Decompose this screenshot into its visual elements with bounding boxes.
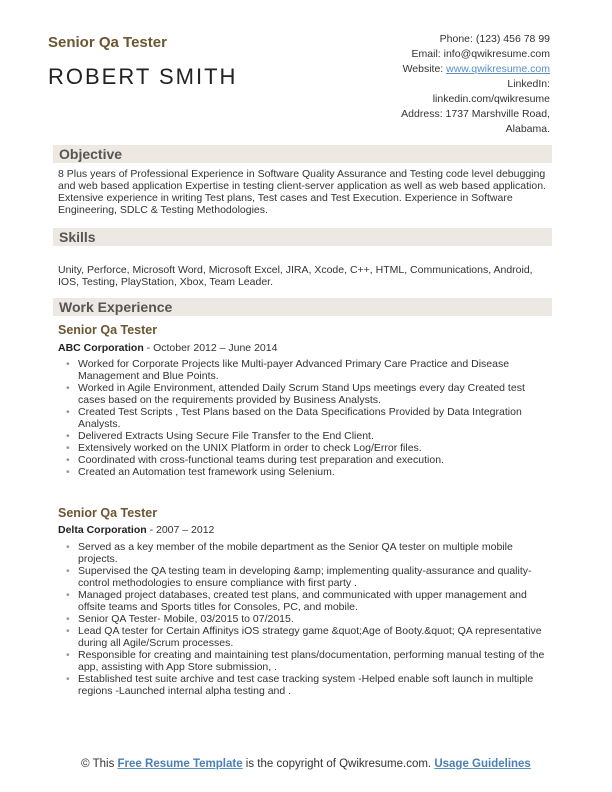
skills-heading-label: Skills: [59, 229, 96, 245]
contact-linkedin: linkedin.com/qwikresume: [432, 93, 550, 105]
job-dates: - October 2012 – June 2014: [143, 342, 278, 354]
bullet-item: • Worked for Corporate Projects like Multi-payer Advanced Primary Care Practice and Disease Management and Blue Points.: [78, 358, 554, 382]
skills-heading: [53, 228, 552, 246]
work-heading-label: Work Experience: [59, 299, 173, 315]
job-bullets: [78, 541, 554, 697]
footer-middle: is the copyright of Qwikresume.com.: [242, 758, 435, 770]
job-title: Senior Qa Tester: [58, 506, 158, 520]
objective-heading-label: Objective: [59, 146, 123, 162]
contact-email: Email: info@qwikresume.com: [411, 48, 550, 60]
bullet-item: • Worked in Agile Environment, attended Daily Scrum Stand Ups meetings every day Created test cases based on the requirements provided by Business Analysts.: [78, 382, 554, 406]
usage-guidelines-link[interactable]: [434, 758, 531, 770]
contact-address-2: Alabama.: [505, 123, 550, 135]
job-bullets: [78, 358, 554, 478]
contact-website: [310, 62, 550, 77]
bullet-item: • Extensively worked on the UNIX Platform in order to check Log/Error files.: [78, 442, 554, 454]
free-resume-template-link[interactable]: [118, 758, 243, 770]
company-name: Delta Corporation: [58, 524, 147, 536]
free-resume-template-link-text: Free Resume Template: [117, 758, 243, 770]
objective-heading: [53, 145, 552, 163]
header-job-title: Senior Qa Tester: [48, 34, 167, 51]
job-company-line: [58, 524, 214, 536]
bullet-item: • Responsible for creating and maintaining test plans/documentation, performing manual testing of the app, assisting with App Store submission, .: [78, 649, 554, 673]
contact-phone: Phone: (123) 456 78 99: [439, 33, 550, 45]
job-title: Senior Qa Tester: [58, 323, 158, 337]
bullet-item: • Supervised the QA testing team in developing &amp; implementing quality-assurance and quality-control methodologies to ensure compliance with first party .: [78, 565, 554, 589]
contact-block: [310, 32, 550, 137]
job-dates: - 2007 – 2012: [146, 524, 215, 536]
resume-header: [48, 30, 550, 135]
usage-guidelines-link-text: Usage Guidelines: [434, 758, 531, 770]
bullet-item: • Created Test Scripts , Test Plans based on the Data Specifications Provided by Data Integration Analysts.: [78, 406, 554, 430]
objective-text: 8 Plus years of Professional Experience in Software Quality Assurance and Testing code level debugging and web based application Expertise in testing client-server application as well as web based application. Extensive experience in writing Test plans, Test cases and Test Execution. Experience in Software Engineering, SDLC & Testing Methodologies.: [58, 168, 546, 216]
website-label: Website:: [402, 63, 447, 75]
company-name: ABC Corporation: [58, 342, 144, 354]
candidate-name: ROBERT SMITH: [48, 64, 238, 89]
bullet-item: • Delivered Extracts Using Secure File Transfer to the End Client.: [78, 430, 554, 442]
bullet-item: • Created an Automation test framework using Selenium.: [78, 466, 554, 478]
contact-linkedin-label: LinkedIn:: [507, 78, 550, 90]
footer: [48, 757, 564, 771]
work-heading: [53, 298, 552, 316]
contact-address-1: Address: 1737 Marshville Road,: [401, 108, 550, 120]
bullet-item: • Established test suite archive and test case tracking system -Helped enable soft launch in multiple regions -Launched internal alpha testing and .: [78, 673, 554, 697]
bullet-item: • Managed project databases, created test plans, and communicated with upper management and offsite teams and Sports titles for Consoles, PC, and mobile.: [78, 589, 554, 613]
bullet-item: • Served as a key member of the mobile department as the Senior QA tester on multiple mobile projects.: [78, 541, 554, 565]
website-link[interactable]: www.qwikresume.com: [446, 63, 550, 75]
bullet-item: • Lead QA tester for Certain Affinitys iOS strategy game &quot;Age of Booty.&quot; QA representative during all Agile/Scrum processes.: [78, 625, 554, 649]
bullet-item: • Senior QA Tester- Mobile, 03/2015 to 07/2015.: [78, 613, 554, 625]
skills-text: Unity, Perforce, Microsoft Word, Microsoft Excel, JIRA, Xcode, C++, HTML, Communications, Android, IOS, Testing, PlayStation, Xbox, Team Leader.: [58, 264, 533, 288]
bullet-item: • Coordinated with cross-functional teams during test preparation and execution.: [78, 454, 554, 466]
job-company-line: [58, 342, 277, 354]
footer-prefix: © This: [81, 758, 118, 770]
